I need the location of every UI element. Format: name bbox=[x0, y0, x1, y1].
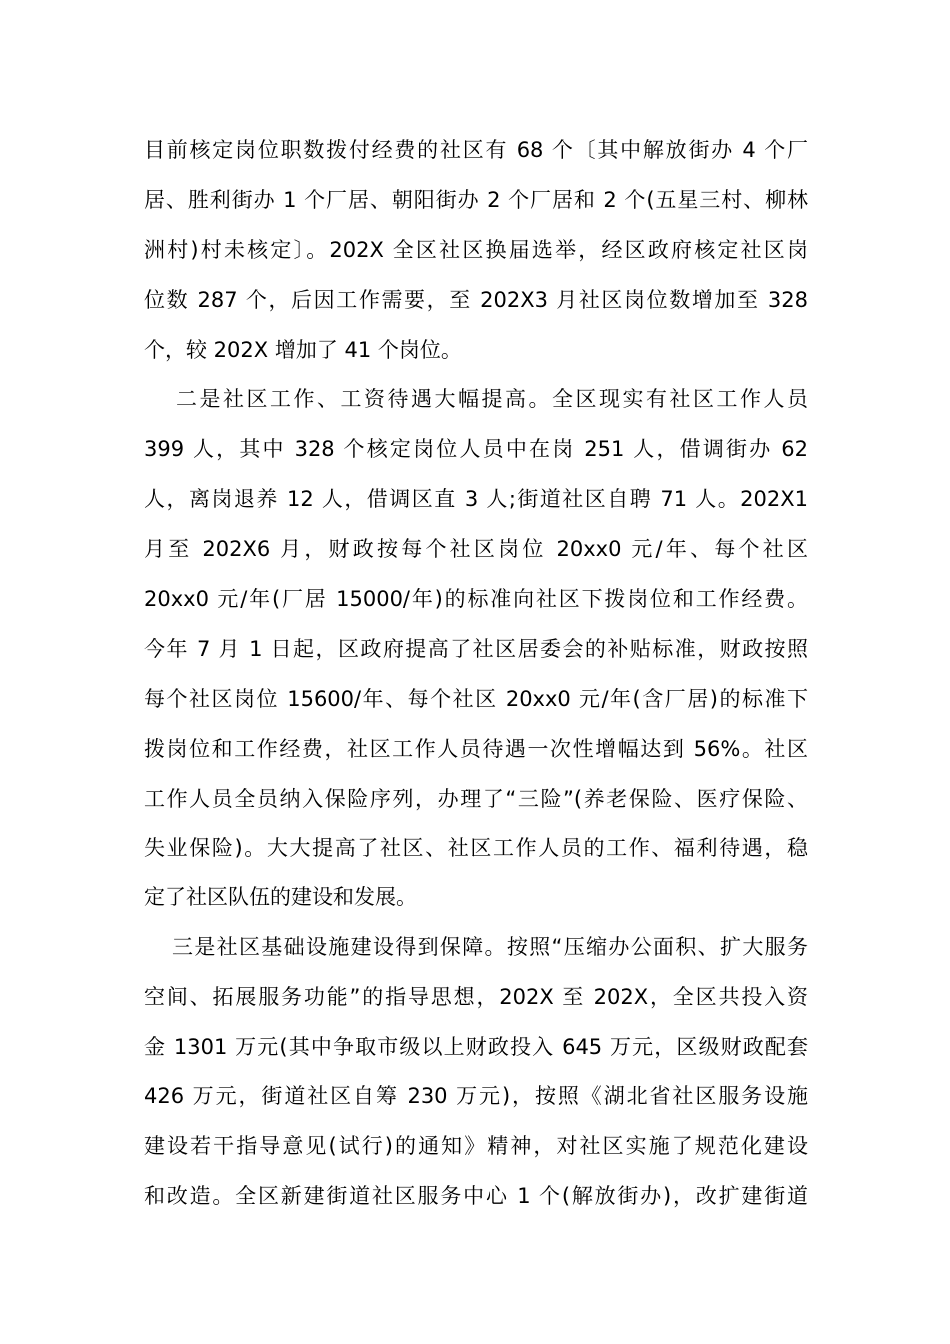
paragraph-line: 拨岗位和工作经费，社区工作人员待遇一次性增幅达到 56%。社区 bbox=[144, 737, 808, 761]
paragraph-line: 建设若干指导意见(试行)的通知》精神，对社区实施了规范化建设 bbox=[144, 1134, 808, 1158]
paragraph-line: 人，离岗退养 12 人，借调区直 3 人;街道社区自聘 71 人。202X1 bbox=[144, 487, 808, 511]
paragraph-line: 位数 287 个，后因工作需要，至 202X3 月社区岗位数增加至 328 bbox=[144, 288, 808, 312]
paragraph-line: 二是社区工作、工资待遇大幅提高。全区现实有社区工作人员 bbox=[176, 387, 808, 411]
paragraph-line: 洲村)村未核定〕。202X 全区社区换届选举，经区政府核定社区岗 bbox=[144, 238, 808, 262]
paragraph-line: 居、胜利街办 1 个厂居、朝阳街办 2 个厂居和 2 个(五星三村、柳林 bbox=[144, 188, 808, 212]
paragraph-line: 20xx0 元/年(厂居 15000/年)的标准向社区下拨岗位和工作经费。 bbox=[144, 587, 808, 611]
paragraph-line: 定了社区队伍的建设和发展。 bbox=[144, 885, 417, 909]
paragraph-line: 目前核定岗位职数拨付经费的社区有 68 个〔其中解放街办 4 个厂 bbox=[144, 138, 808, 162]
paragraph-line: 今年 7 月 1 日起，区政府提高了社区居委会的补贴标准，财政按照 bbox=[144, 637, 808, 661]
paragraph-line: 金 1301 万元(其中争取市级以上财政投入 645 万元，区级财政配套 bbox=[144, 1035, 808, 1059]
paragraph-line: 工作人员全员纳入保险序列，办理了“三险”(养老保险、医疗保险、 bbox=[144, 787, 808, 811]
paragraph-line: 426 万元，街道社区自筹 230 万元)，按照《湖北省社区服务设施 bbox=[144, 1084, 808, 1108]
paragraph-line: 399 人，其中 328 个核定岗位人员中在岗 251 人，借调街办 62 bbox=[144, 437, 808, 461]
paragraph-line: 空间、拓展服务功能”的指导思想，202X 至 202X，全区共投入资 bbox=[144, 985, 808, 1009]
paragraph-line: 个，较 202X 增加了 41 个岗位。 bbox=[144, 338, 462, 362]
paragraph-line: 三是社区基础设施建设得到保障。按照“压缩办公面积、扩大服务 bbox=[172, 935, 808, 959]
paragraph-line: 和改造。全区新建街道社区服务中心 1 个(解放街办)，改扩建街道 bbox=[144, 1184, 808, 1208]
paragraph-line: 月至 202X6 月，财政按每个社区岗位 20xx0 元/年、每个社区 bbox=[144, 537, 808, 561]
paragraph-line: 每个社区岗位 15600/年、每个社区 20xx0 元/年(含厂居)的标准下 bbox=[144, 687, 808, 711]
paragraph-line: 失业保险)。大大提高了社区、社区工作人员的工作、福利待遇，稳 bbox=[144, 836, 808, 860]
